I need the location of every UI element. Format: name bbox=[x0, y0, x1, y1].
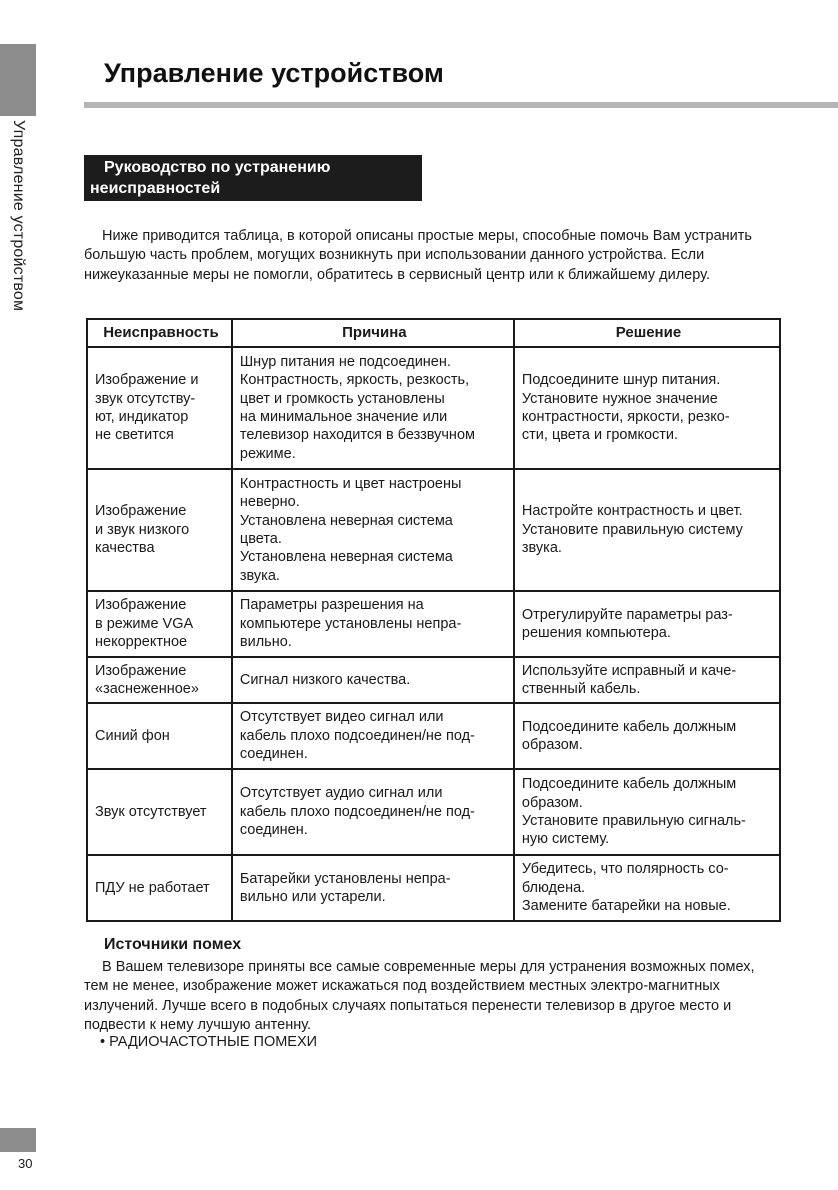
cause-cell: Шнур питания не подсоединен. Контрастность, яркость, резкость, цвет и громкость установлены на минимальное значение или телевизор находится в беззвучном режиме. bbox=[232, 347, 514, 469]
solution-cell: Убедитесь, что полярность со- блюдена. Замените батарейки на новые. bbox=[514, 855, 780, 921]
header-problem: Неисправность bbox=[87, 319, 232, 347]
table-row bbox=[87, 855, 780, 921]
table-row bbox=[87, 469, 780, 591]
solution-cell: Подсоедините кабель должным образом. bbox=[514, 703, 780, 769]
cause-cell: Отсутствует видео сигнал или кабель плохо подсоединен/не под- соединен. bbox=[232, 703, 514, 769]
solution-cell: Подсоедините кабель должным образом. Установите правильную сигналь- ную систему. bbox=[514, 769, 780, 855]
cause-cell: Сигнал низкого качества. bbox=[232, 657, 514, 703]
troubleshooting-table bbox=[86, 318, 781, 922]
problem-cell: Изображение и звук отсутству- ют, индикатор не светится bbox=[87, 347, 232, 469]
problem-cell: ПДУ не работает bbox=[87, 855, 232, 921]
problem-cell: Звук отсутствует bbox=[87, 769, 232, 855]
solution-cell: Подсоедините шнур питания. Установите нужное значение контрастности, яркости, резко- сти, цвета и громкости. bbox=[514, 347, 780, 469]
table-row bbox=[87, 657, 780, 703]
side-tab-marker bbox=[0, 44, 36, 116]
cause-cell: Батарейки установлены непра- вильно или устарели. bbox=[232, 855, 514, 921]
section-heading-box bbox=[84, 155, 422, 201]
table-row bbox=[87, 703, 780, 769]
solution-cell: Отрегулируйте параметры раз- решения компьютера. bbox=[514, 591, 780, 657]
interference-bullet-item: • РАДИОЧАСТОТНЫЕ ПОМЕХИ bbox=[100, 1034, 318, 1050]
problem-cell: Изображение и звук низкого качества bbox=[87, 469, 232, 591]
problem-cell: Изображение в режиме VGA некорректное bbox=[87, 591, 232, 657]
bottom-tab-marker bbox=[0, 1128, 36, 1152]
cause-cell: Отсутствует аудио сигнал или кабель плохо подсоединен/не под- соединен. bbox=[232, 769, 514, 855]
side-section-label: Управление устройством bbox=[10, 120, 27, 312]
page-title: Управление устройством bbox=[104, 58, 444, 88]
solution-cell: Настройте контрастность и цвет. Установите правильную систему звука. bbox=[514, 469, 780, 591]
cause-cell: Контрастность и цвет настроены неверно. Установлена неверная система цвета. Установлена неверная система звука. bbox=[232, 469, 514, 591]
problem-cell: Изображение «заснеженное» bbox=[87, 657, 232, 703]
table-row bbox=[87, 591, 780, 657]
cause-cell: Параметры разрешения на компьютере установлены непра- вильно. bbox=[232, 591, 514, 657]
problem-cell: Синий фон bbox=[87, 703, 232, 769]
page-number: 30 bbox=[18, 1156, 33, 1171]
title-underline bbox=[84, 102, 838, 108]
table-header-row bbox=[87, 319, 780, 347]
header-cause: Причина bbox=[232, 319, 514, 347]
table-row bbox=[87, 347, 780, 469]
solution-cell: Используйте исправный и каче- ственный кабель. bbox=[514, 657, 780, 703]
header-solution: Решение bbox=[514, 319, 780, 347]
interference-heading: Источники помех bbox=[104, 936, 242, 953]
interference-paragraph: В Вашем телевизоре приняты все самые современные меры для устранения возможных помех, тем не менее, изображение может искажаться под воздействием местных электро-магнитных излучений. Лучше всего в подобных случаях попытаться перенести телевизор в другое место и подвести к нему лучшую антенну. bbox=[84, 959, 755, 1033]
section-heading-line1: Руководство по устранению bbox=[104, 159, 331, 176]
intro-paragraph: Ниже приводится таблица, в которой описаны простые меры, способные помочь Вам устранить большую часть проблем, могущих возникнуть при использовании данного устройства. Если нижеуказанные меры не помогли, обратитесь в сервисный центр или к ближайшему дилеру. bbox=[84, 228, 752, 283]
section-heading-line2: неисправностей bbox=[90, 180, 221, 197]
table-row bbox=[87, 769, 780, 855]
